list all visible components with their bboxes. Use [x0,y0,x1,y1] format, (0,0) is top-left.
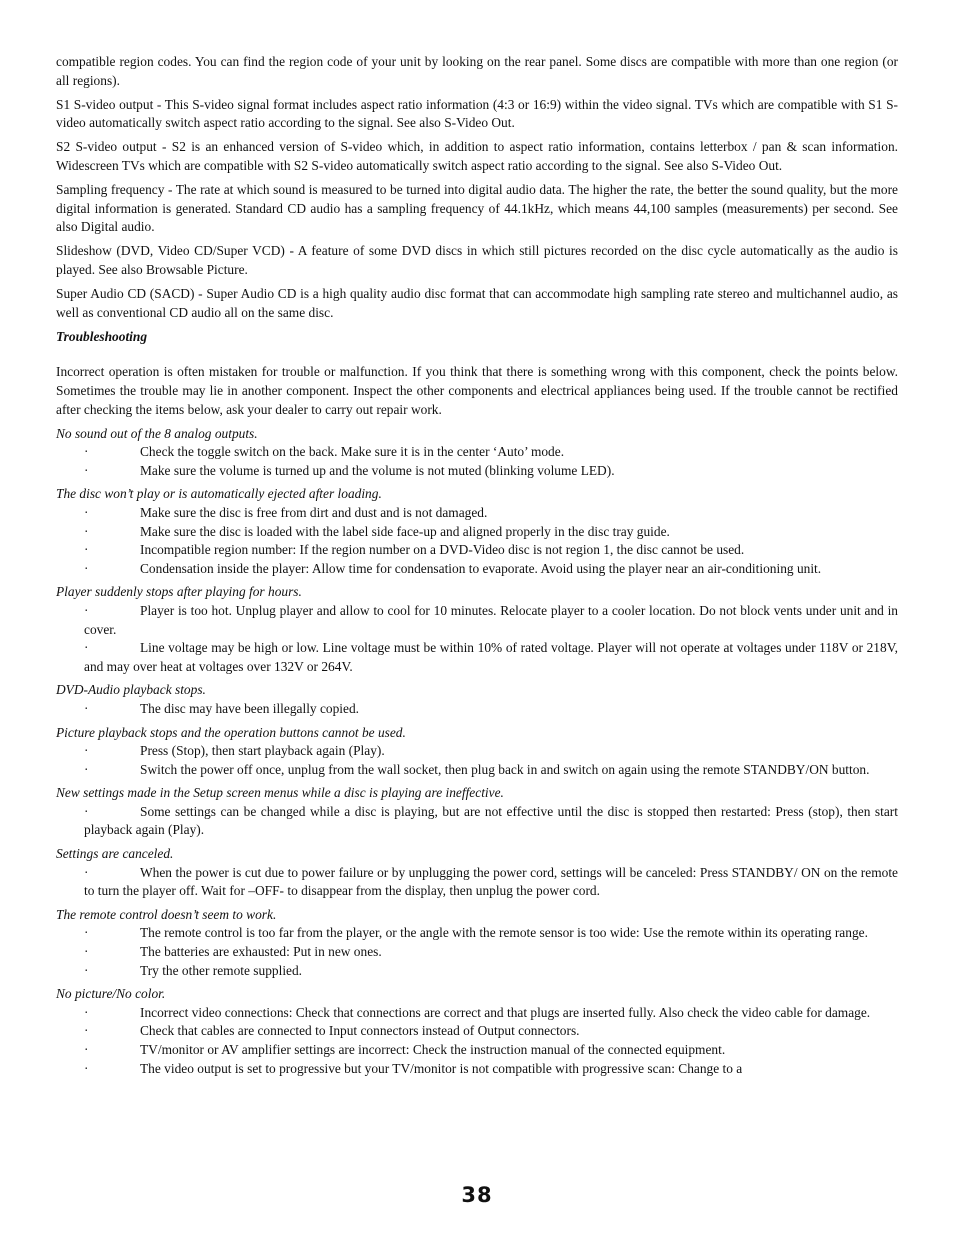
issue-remedy-item [84,924,898,943]
issue-remedy-item [84,523,898,542]
issue-remedy-item [84,864,898,901]
bullet-icon: · [84,944,89,960]
troubleshooting-issue [56,985,898,1078]
issue-remedy-item [84,761,898,780]
issue-title: Player suddenly stops after playing for hours. [56,584,302,600]
issue-remedy-text: Some settings can be changed while a disc is playing, but are not effective until the disc is stopped then restarted: Press (stop), then start playback again (Play). [84,803,898,838]
issue-remedy-item [84,560,898,579]
issue-remedy-text: The disc may have been illegally copied. [140,700,360,716]
issue-remedy-item [84,639,898,676]
issue-remedy-text: Player is too hot. Unplug player and allow to cool for 10 minutes. Relocate player to a cooler location. Do not block vents under unit and in cover. [84,602,898,637]
issue-title: No picture/No color. [56,986,166,1002]
issue-remedy-item [84,462,898,481]
troubleshooting-issue [56,724,898,780]
issue-remedy-item [84,943,898,962]
issue-title: Settings are canceled. [56,846,174,862]
issue-remedy-item [84,602,898,639]
issue-remedy-text: Incorrect video connections: Check that connections are correct and that plugs are inserted fully. Also check the video cable for damage. [140,1004,871,1020]
issue-remedy-text: Condensation inside the player: Allow time for condensation to evaporate. Avoid using the player near an air-conditioning unit. [140,560,822,576]
page-number: 38 [461,1183,493,1207]
issue-title: No sound out of the 8 analog outputs. [56,425,258,441]
issue-remedy-item [84,1004,898,1023]
bullet-icon: · [84,1042,89,1057]
issue-remedy-item [84,700,898,719]
issue-remedy-text: Make sure the disc is free from dirt and dust and is not damaged. [140,504,488,520]
bullet-icon: · [84,962,89,978]
glossary-entry-sampling-frequency: Sampling frequency - The rate at which sound is measured to be turned into digital audio data. The higher the rate, the better the sound quality, but the more digital information is generated. Standard CD audio has a sampling frequency of 44.1kHz, which means 44,100 samples (measurements) per second. See also Digital audio. [56,182,898,235]
issue-remedy-item [84,1041,898,1060]
issue-remedy-item [84,962,898,981]
issue-title: DVD-Audio playback stops. [56,682,206,698]
issue-remedy-item [84,1022,898,1041]
glossary-entry-slideshow: Slideshow (DVD, Video CD/Super VCD) - A feature of some DVD discs in which still pictures recorded on the disc cycle automatically as the audio is played. See also Browsable Picture. [56,243,898,277]
bullet-icon: · [84,504,89,520]
bullet-icon: · [84,761,89,777]
issue-remedy-text: Check that cables are connected to Input connectors instead of Output connectors. [140,1023,580,1039]
issue-remedy-text: Make sure the volume is turned up and the volume is not muted (blinking volume LED). [140,462,615,478]
bullet-icon: · [84,640,89,656]
issue-remedy-text: The remote control is too far from the player, or the angle with the remote sensor is too wide: Use the remote within its operating range. [140,925,868,941]
bullet-icon: · [84,803,89,819]
bullet-icon: · [84,560,89,576]
bullet-icon: · [84,1004,89,1020]
issue-remedy-text: Try the other remote supplied. [140,962,303,978]
issue-remedy-text: When the power is cut due to power failure or by unplugging the power cord, settings will be canceled: Press STANDBY/ ON on the remote to turn the player off. Wait for –OFF- to disappear from the display, then unplug the power cord. [84,864,898,899]
issue-remedy-text: The video output is set to progressive but your TV/monitor is not compatible with progressive scan: Change to a [140,1060,743,1076]
issue-remedy-text: TV/monitor or AV amplifier settings are incorrect: Check the instruction manual of the connected equipment. [140,1042,726,1057]
glossary-entry-region-code: compatible region codes. You can find the region code of your unit by looking on the rear panel. Some discs are compatible with more than one region (or all regions). [56,54,898,88]
troubleshooting-issue [56,425,898,481]
issue-remedy-text: The batteries are exhausted: Put in new ones. [140,944,382,960]
troubleshooting-issue [56,681,898,718]
issue-remedy-item [84,803,898,840]
bullet-icon: · [84,864,89,880]
issue-remedy-text: Switch the power off once, unplug from the wall socket, then plug back in and switch on again using the remote STANDBY/ON button. [140,761,870,777]
issue-remedy-item [84,1060,898,1079]
issue-title: New settings made in the Setup screen menus while a disc is playing are ineffective. [56,785,504,801]
troubleshooting-issue [56,906,898,980]
issue-remedy-item [84,504,898,523]
bullet-icon: · [84,1060,89,1076]
troubleshooting-issue-list [56,425,898,1079]
issue-title: The remote control doesn’t seem to work. [56,906,277,922]
glossary-entry-s2-svideo: S2 S-video output - S2 is an enhanced version of S-video which, in addition to aspect ratio information, contains letterbox / pan & scan information. Widescreen TVs which are compatible with S2 S-video automatically switch aspect ratio according to the signal. See also S-Video Out. [56,139,898,173]
bullet-icon: · [84,743,89,759]
bullet-icon: · [84,462,89,478]
issue-remedy-item [84,443,898,462]
bullet-icon: · [84,925,89,941]
issue-remedy-text: Incompatible region number: If the region number on a DVD-Video disc is not region 1, the disc cannot be used. [140,542,745,558]
bullet-icon: · [84,602,89,618]
issue-remedy-text: Check the toggle switch on the back. Make sure it is in the center ‘Auto’ mode. [140,444,565,460]
issue-remedy-item [84,742,898,761]
issue-remedy-text: Make sure the disc is loaded with the label side face-up and aligned properly in the disc tray guide. [140,523,670,539]
troubleshooting-issue [56,583,898,676]
bullet-icon: · [84,700,89,716]
issue-remedy-text: Press (Stop), then start playback again (Play). [140,743,385,759]
glossary-entry-sacd: Super Audio CD (SACD) - Super Audio CD is a high quality audio disc format that can accommodate high sampling rate stereo and multichannel audio, as well as conventional CD audio all on the same disc. [56,286,898,320]
issue-remedy-text: Line voltage may be high or low. Line voltage must be within 10% of rated voltage. Player will not operate at voltages under 118V or 218V, and may over heat at voltages over 132V or 264V. [84,640,898,674]
issue-title: Picture playback stops and the operation buttons cannot be used. [56,724,406,740]
section-title-troubleshooting: Troubleshooting [56,328,148,344]
issue-remedy-item [84,541,898,560]
troubleshooting-issue [56,784,898,840]
glossary-entry-s1-svideo: S1 S-video output - This S-video signal format includes aspect ratio information (4:3 or 16:9) within the video signal. TVs which are compatible with S1 S-video automatically switch aspect ratio according to the signal. See also S-Video Out. [56,96,898,131]
bullet-icon: · [84,444,89,460]
issue-title: The disc won’t play or is automatically ejected after loading. [56,486,382,502]
troubleshooting-issue [56,485,898,578]
page-content [56,53,898,1083]
bullet-icon: · [84,523,89,539]
troubleshooting-issue [56,845,898,901]
bullet-icon: · [84,542,89,558]
bullet-icon: · [84,1023,89,1039]
troubleshooting-intro: Incorrect operation is often mistaken for trouble or malfunction. If you think that there is something wrong with this component, check the points below. Sometimes the trouble may lie in another component. Inspect the other components and electrical appliances being used. If the trouble cannot be rectified after checking the items below, ask your dealer to carry out repair work. [56,364,898,417]
